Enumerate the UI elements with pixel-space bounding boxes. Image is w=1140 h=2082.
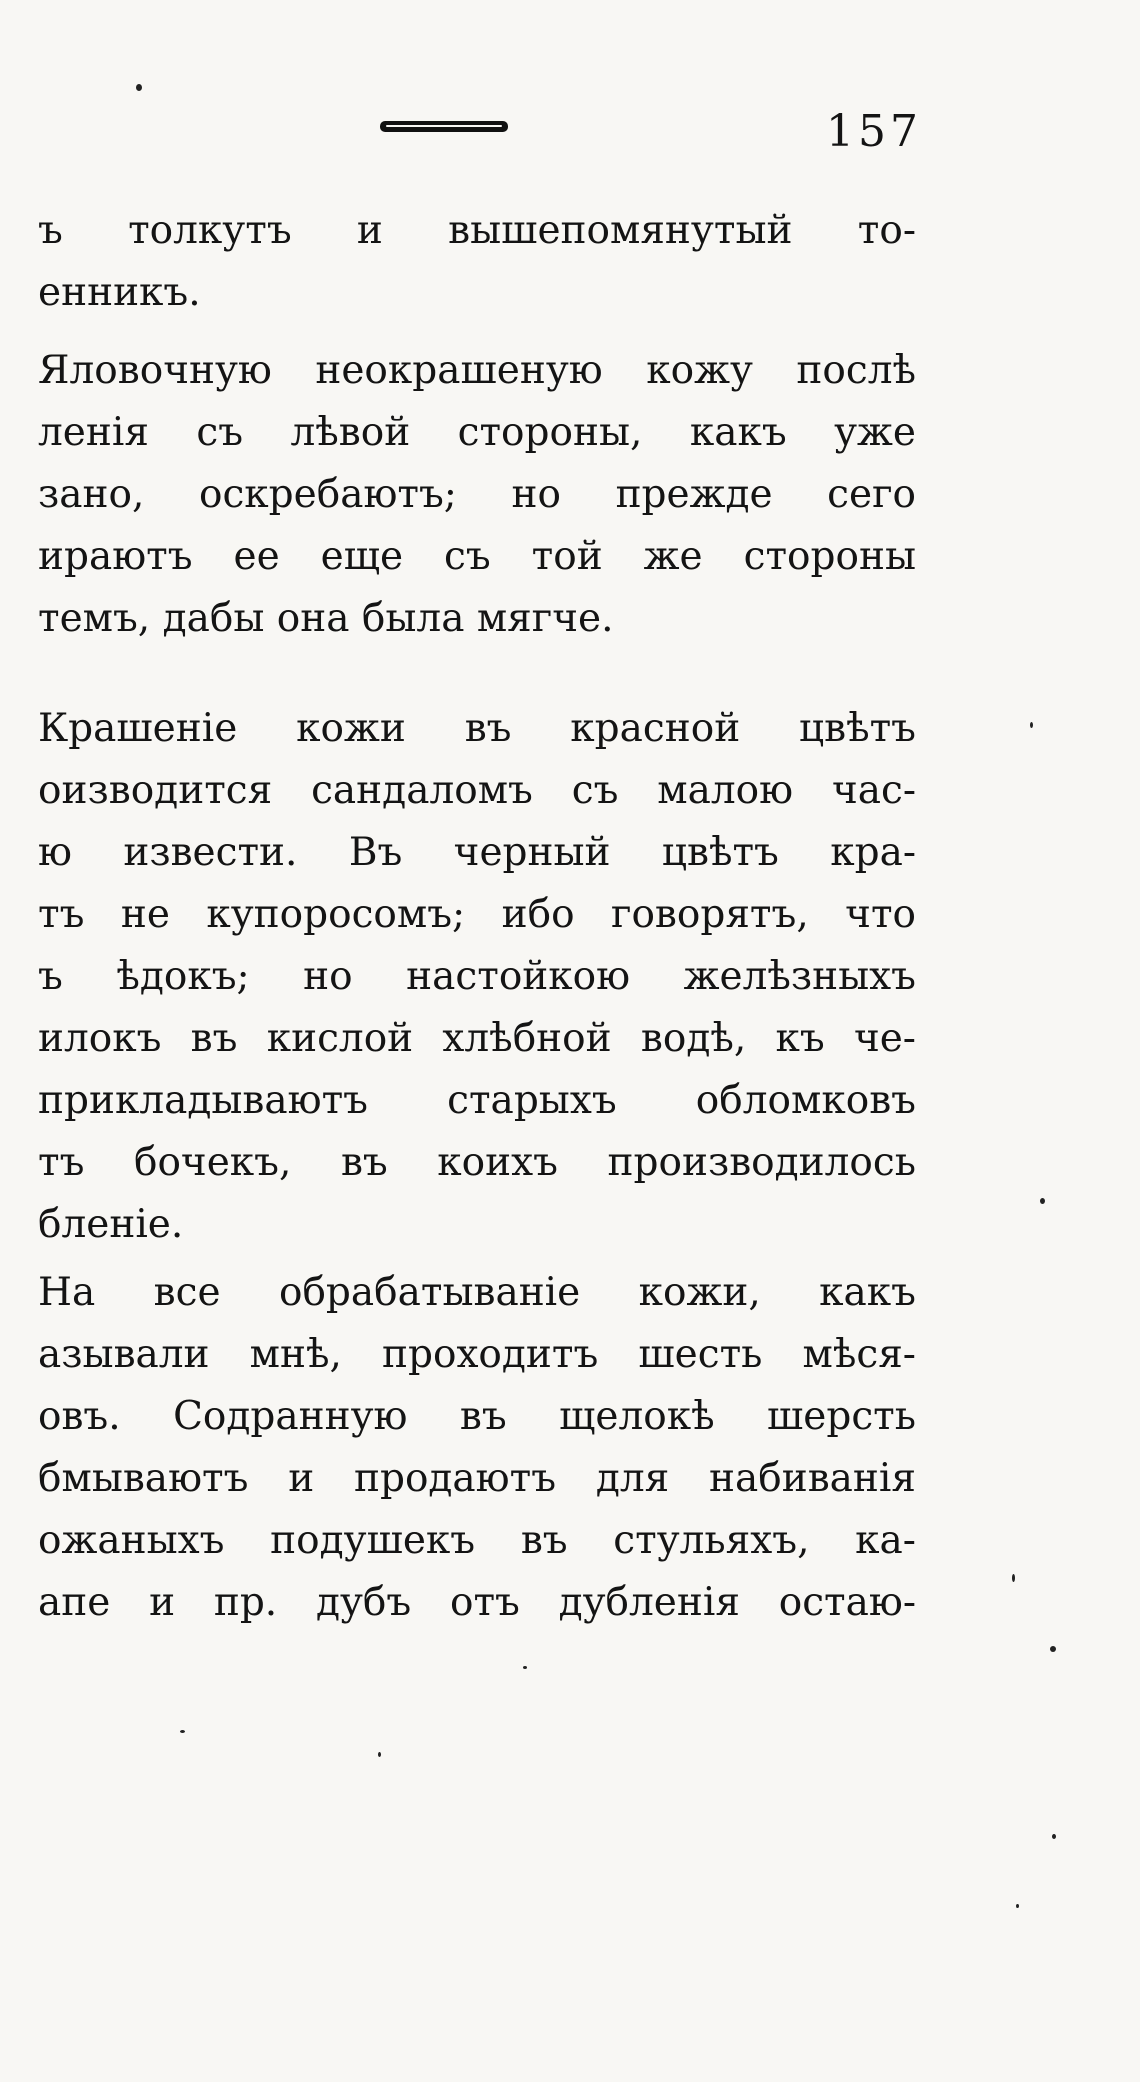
text-line: бмываютъ и продаютъ для набиванія (38, 1456, 916, 1501)
text-line: Яловочную неокрашеную кожу послѣ (38, 348, 916, 393)
text-line: ъ толкутъ и вышепомянутый то- (38, 208, 916, 253)
scan-speck (180, 1730, 185, 1733)
text-line: бленіе. (38, 1202, 184, 1247)
text-line: апе и пр. дубъ отъ дубленія остаю- (38, 1580, 916, 1625)
text-line: енникъ. (38, 270, 201, 315)
text-line: прикладываютъ старыхъ обломковъ (38, 1078, 916, 1123)
text-line: азывали мнѣ, проходитъ шесть мѣся- (38, 1332, 916, 1377)
scan-speck (378, 1752, 381, 1757)
text-line: ираютъ ее еще съ той же стороны (38, 534, 916, 579)
scan-speck (1012, 1574, 1015, 1582)
paragraph (38, 1262, 916, 1634)
text-line: ю извести. Въ черный цвѣтъ кра- (38, 830, 916, 875)
paragraph (38, 340, 916, 650)
paragraph-continuation (38, 200, 916, 324)
text-line: овъ. Содранную въ щелокѣ шерсть (38, 1394, 916, 1439)
text-line: темъ, дабы она была мягче. (38, 596, 614, 641)
text-line: илокъ въ кислой хлѣбной водѣ, къ че- (38, 1016, 916, 1061)
paragraph (38, 698, 916, 1256)
scan-speck (1050, 1646, 1056, 1652)
text-line: Крашеніе кожи въ красной цвѣтъ (38, 706, 916, 751)
scan-speck (1052, 1834, 1056, 1839)
scan-speck (1030, 722, 1033, 728)
text-line: На все обрабатываніе кожи, какъ (38, 1270, 916, 1315)
text-line: ъ ѣдокъ; но настойкою желѣзныхъ (38, 954, 916, 999)
text-line: тъ не купоросомъ; ибо говорятъ, что (38, 892, 916, 937)
text-line: ленія съ лѣвой стороны, какъ уже (38, 410, 916, 455)
page-number: 157 (826, 106, 922, 157)
text-line: оизводится сандаломъ съ малою час- (38, 768, 916, 813)
text-line: тъ бочекъ, въ коихъ производилось (38, 1140, 916, 1185)
text-line: зано, оскребаютъ; но прежде сего (38, 472, 916, 517)
scan-speck (523, 1666, 527, 1669)
text-line: ожаныхъ подушекъ въ стульяхъ, ка- (38, 1518, 916, 1563)
scan-speck (1040, 1198, 1045, 1204)
scan-speck (136, 84, 142, 91)
scan-speck (1016, 1904, 1019, 1908)
header-ornament-rule (380, 121, 508, 132)
